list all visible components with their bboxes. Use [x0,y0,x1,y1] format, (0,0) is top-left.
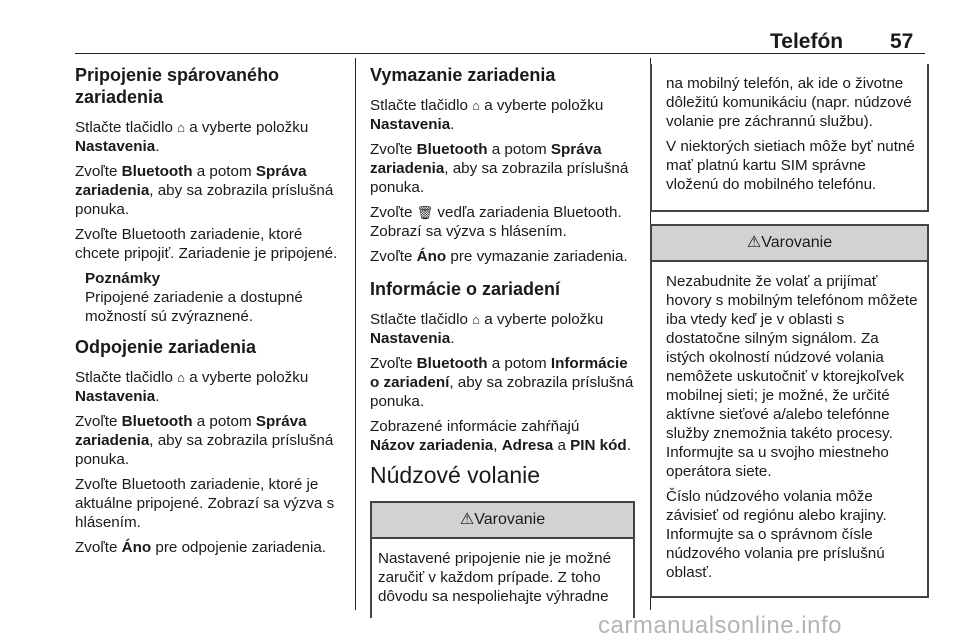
home-icon: ⌂ [177,120,186,135]
column-divider-1 [355,58,356,610]
warning-icon: ⚠ [459,511,475,528]
warning-box [650,224,929,598]
warning-box [370,501,635,618]
paragraph: Zvoľte Bluetooth a potom Správa zariadenia, aby sa zobrazila príslušná ponuka. [75,163,334,218]
warning-text: V niektorých sietiach môže byť nutné mať platnú kartu SIM správne vloženú do mobilného telefónu. [666,138,915,193]
home-icon: ⌂ [472,98,481,113]
warning-header [652,226,927,262]
home-icon: ⌂ [177,370,186,385]
paragraph: Zvoľte Bluetooth a potom Správa zariadenia, aby sa zobrazila príslušná ponuka. [370,141,629,196]
note-title: Poznámky [85,270,161,287]
paragraph: Stlačte tlačidlo ⌂ a vyberte položku Nastavenia. [75,119,309,155]
warning-body [652,262,927,596]
warning-box-continued [650,64,929,212]
warning-body [372,539,633,618]
home-icon: ⌂ [472,312,481,327]
warning-text: Číslo núdzového volania môže závisieť od regiónu alebo krajiny. Informujte sa o správnom čísle núdzového volania pre príslušnú oblasť. [666,488,887,581]
page-header-title: Telefón [770,30,844,53]
heading-device-info: Informácie o zariadení [370,279,561,299]
warning-text: Nezabudnite že volať a prijímať hovory s mobilným telefónom môžete iba vtedy keď je v oblasti s dostatočne silným signálom. Za istých okolností núdzové volania nemôžete uskutočniť v ktorejkoľvek mobilnej sieti; je možné, že určité aktívne sieťové a/alebo telefónne služby znemožnia takéto procesy. Informujte sa u svojho miestneho operátora siete. [666,273,918,480]
watermark: carmanualsonline.info [598,612,842,639]
heading-emergency-call: Núdzové volanie [370,462,541,488]
note-text: Pripojené zariadenie a dostupné možností sú zvýraznené. [85,289,303,325]
trash-icon: 🗑 [416,205,434,220]
heading-paired-device: Pripojenie spárovaného zariadenia [75,65,280,107]
paragraph: Stlačte tlačidlo ⌂ a vyberte položku Nastavenia. [370,311,604,347]
paragraph: Zobrazené informácie zahŕňajú Názov zariadenia, Adresa a PIN kód. [370,418,631,454]
paragraph: Stlačte tlačidlo ⌂ a vyberte položku Nastavenia. [75,369,309,405]
paragraph: Zvoľte Bluetooth zariadenie, ktoré je aktuálne pripojené. Zobrazí sa výzva s hlásením. [75,476,335,531]
paragraph: Zvoľte Bluetooth a potom Správa zariadenia, aby sa zobrazila príslušná ponuka. [75,413,334,468]
warning-title: Varovanie [761,234,833,251]
heading-disconnect-device: Odpojenie zariadenia [75,337,257,357]
page-number: 57 [890,30,914,53]
paragraph: Zvoľte Áno pre odpojenie zariadenia. [75,539,326,556]
column-3 [660,64,925,598]
warning-header [372,503,633,539]
header-rule [75,53,925,54]
warning-icon: ⚠ [746,234,762,251]
heading-delete-device: Vymazanie zariadenia [370,65,556,85]
column-2 [370,64,635,618]
paragraph: Zvoľte Áno pre vymazanie zariadenia. [370,248,628,265]
warning-title: Varovanie [474,511,546,528]
paragraph: Zvoľte 🗑 vedľa zariadenia Bluetooth. Zobrazí sa výzva s hlásením. [370,204,622,240]
warning-text: Nastavené pripojenie nie je možné zaručiť v každom prípade. Z toho dôvodu sa nespoliehajte výhradne [378,550,612,605]
paragraph: Zvoľte Bluetooth a potom Informácie o zariadení, aby sa zobrazila príslušná ponuka. [370,355,634,410]
column-1 [75,64,347,563]
paragraph: Stlačte tlačidlo ⌂ a vyberte položku Nastavenia. [370,97,604,133]
paragraph: Zvoľte Bluetooth zariadenie, ktoré chcete pripojiť. Zariadenie je pripojené. [75,226,338,262]
warning-body [652,64,927,210]
warning-text: na mobilný telefón, ak ide o životne dôležitú komunikáciu (napr. núdzové volanie pre záchrannú službu). [666,75,912,130]
note [75,269,347,326]
